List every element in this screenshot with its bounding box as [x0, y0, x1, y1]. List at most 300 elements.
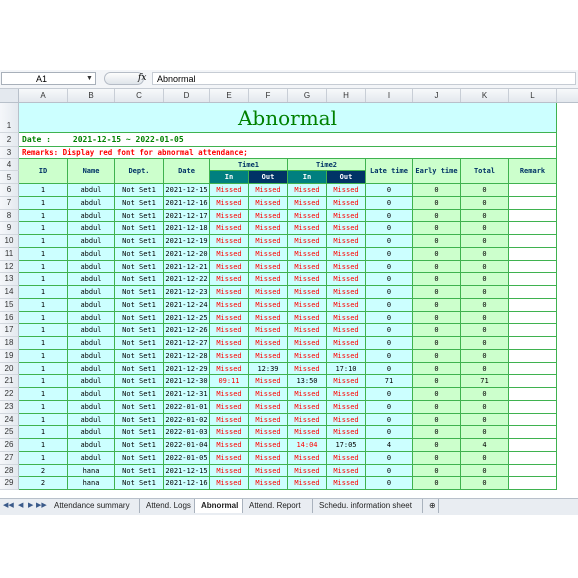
table-cell[interactable]: 2021-12-20 — [164, 248, 210, 261]
row-header[interactable]: 5 — [0, 171, 19, 184]
remark-cell[interactable] — [509, 184, 557, 197]
header-out[interactable]: Out — [327, 171, 366, 184]
table-cell[interactable]: 0 — [413, 388, 461, 401]
table-cell[interactable]: Missed — [327, 273, 366, 286]
table-cell[interactable]: Missed — [327, 197, 366, 210]
table-cell[interactable]: 0 — [413, 286, 461, 299]
table-cell[interactable]: abdul — [68, 414, 115, 427]
table-cell[interactable]: Missed — [327, 465, 366, 478]
table-cell[interactable]: 0 — [366, 477, 413, 490]
table-cell[interactable]: Not Set1 — [115, 197, 164, 210]
table-cell[interactable]: 1 — [19, 452, 68, 465]
table-cell[interactable]: Missed — [249, 465, 288, 478]
table-cell[interactable]: 0 — [413, 350, 461, 363]
table-cell[interactable]: 0 — [366, 184, 413, 197]
table-cell[interactable]: Missed — [249, 235, 288, 248]
table-cell[interactable]: 0 — [413, 222, 461, 235]
table-cell[interactable]: 0 — [366, 337, 413, 350]
prev-sheet-icon[interactable]: ◀ — [18, 502, 24, 509]
last-sheet-icon[interactable]: ▶▶ — [36, 502, 47, 509]
table-cell[interactable]: 1 — [19, 401, 68, 414]
table-cell[interactable]: Missed — [210, 222, 249, 235]
table-cell[interactable]: 2021-12-17 — [164, 210, 210, 223]
table-cell[interactable]: Missed — [249, 452, 288, 465]
table-cell[interactable]: 0 — [461, 414, 509, 427]
table-cell[interactable]: Missed — [288, 197, 327, 210]
row-header[interactable]: 14 — [0, 286, 19, 299]
table-cell[interactable]: 1 — [19, 184, 68, 197]
table-cell[interactable]: Missed — [210, 312, 249, 325]
table-cell[interactable]: 0 — [461, 324, 509, 337]
table-cell[interactable]: hana — [68, 465, 115, 478]
table-cell[interactable]: 2021-12-18 — [164, 222, 210, 235]
table-cell[interactable]: Not Set1 — [115, 324, 164, 337]
table-cell[interactable]: 1 — [19, 222, 68, 235]
table-cell[interactable]: Missed — [210, 248, 249, 261]
table-cell[interactable]: 0 — [413, 401, 461, 414]
remark-cell[interactable] — [509, 375, 557, 388]
table-cell[interactable]: 0 — [461, 337, 509, 350]
table-cell[interactable]: Missed — [327, 299, 366, 312]
table-cell[interactable]: Missed — [327, 350, 366, 363]
row-header[interactable]: 25 — [0, 426, 19, 439]
table-cell[interactable]: Missed — [210, 465, 249, 478]
column-header-l[interactable]: L — [509, 89, 557, 102]
table-cell[interactable]: 0 — [366, 324, 413, 337]
table-cell[interactable]: Not Set1 — [115, 299, 164, 312]
table-cell[interactable]: Missed — [288, 477, 327, 490]
table-cell[interactable]: Not Set1 — [115, 222, 164, 235]
table-cell[interactable]: 2021-12-16 — [164, 477, 210, 490]
table-cell[interactable]: Missed — [327, 375, 366, 388]
table-cell[interactable]: Missed — [249, 197, 288, 210]
table-cell[interactable]: Not Set1 — [115, 337, 164, 350]
table-cell[interactable]: Missed — [249, 375, 288, 388]
table-cell[interactable]: abdul — [68, 401, 115, 414]
table-cell[interactable]: 1 — [19, 210, 68, 223]
table-cell[interactable]: Not Set1 — [115, 350, 164, 363]
table-cell[interactable]: 09:11 — [210, 375, 249, 388]
table-cell[interactable]: 1 — [19, 337, 68, 350]
table-cell[interactable]: Missed — [327, 184, 366, 197]
table-cell[interactable]: Missed — [288, 210, 327, 223]
table-cell[interactable]: 0 — [413, 426, 461, 439]
column-header-e[interactable]: E — [210, 89, 249, 102]
table-cell[interactable]: Missed — [249, 324, 288, 337]
header-dept[interactable]: Dept. — [115, 159, 164, 184]
table-cell[interactable]: Not Set1 — [115, 465, 164, 478]
table-cell[interactable]: 0 — [366, 235, 413, 248]
chevron-down-icon[interactable]: ▼ — [86, 75, 93, 82]
table-cell[interactable]: abdul — [68, 439, 115, 452]
table-cell[interactable]: abdul — [68, 299, 115, 312]
remark-cell[interactable] — [509, 299, 557, 312]
table-cell[interactable]: 2021-12-31 — [164, 388, 210, 401]
row-header[interactable]: 17 — [0, 324, 19, 337]
header-total[interactable]: Total — [461, 159, 509, 184]
table-cell[interactable]: 0 — [413, 363, 461, 376]
remark-cell[interactable] — [509, 210, 557, 223]
remark-cell[interactable] — [509, 414, 557, 427]
header-name[interactable]: Name — [68, 159, 115, 184]
header-late[interactable]: Late time — [366, 159, 413, 184]
table-cell[interactable]: abdul — [68, 337, 115, 350]
row-header[interactable]: 9 — [0, 222, 19, 235]
table-cell[interactable]: 0 — [461, 286, 509, 299]
table-cell[interactable]: Missed — [249, 286, 288, 299]
table-cell[interactable]: Missed — [288, 286, 327, 299]
table-cell[interactable]: Missed — [288, 273, 327, 286]
table-cell[interactable]: 0 — [413, 414, 461, 427]
table-cell[interactable]: 1 — [19, 299, 68, 312]
row-header[interactable]: 24 — [0, 414, 19, 427]
table-cell[interactable]: 0 — [461, 248, 509, 261]
table-cell[interactable]: 0 — [461, 222, 509, 235]
table-cell[interactable]: Not Set1 — [115, 426, 164, 439]
fx-icon[interactable]: fx — [138, 73, 147, 83]
table-cell[interactable]: 0 — [413, 184, 461, 197]
table-cell[interactable]: 0 — [413, 248, 461, 261]
table-cell[interactable]: 0 — [461, 273, 509, 286]
table-cell[interactable]: 2021-12-27 — [164, 337, 210, 350]
table-cell[interactable]: 2 — [19, 465, 68, 478]
column-header-b[interactable]: B — [68, 89, 115, 102]
table-cell[interactable]: 2021-12-30 — [164, 375, 210, 388]
table-cell[interactable]: Missed — [249, 299, 288, 312]
table-cell[interactable]: Not Set1 — [115, 375, 164, 388]
table-cell[interactable]: Missed — [288, 388, 327, 401]
header-out[interactable]: Out — [249, 171, 288, 184]
sheet-tab[interactable]: Attend. Logs — [140, 499, 195, 513]
table-cell[interactable]: 1 — [19, 286, 68, 299]
table-cell[interactable]: abdul — [68, 261, 115, 274]
table-cell[interactable]: 0 — [366, 248, 413, 261]
table-cell[interactable]: Missed — [249, 350, 288, 363]
table-cell[interactable]: 0 — [366, 197, 413, 210]
table-cell[interactable]: 1 — [19, 350, 68, 363]
table-cell[interactable]: 2021-12-22 — [164, 273, 210, 286]
table-cell[interactable]: Missed — [210, 299, 249, 312]
table-cell[interactable]: Missed — [210, 477, 249, 490]
table-cell[interactable]: 13:50 — [288, 375, 327, 388]
table-cell[interactable]: 0 — [366, 426, 413, 439]
table-cell[interactable]: 0 — [461, 477, 509, 490]
table-cell[interactable]: abdul — [68, 324, 115, 337]
table-cell[interactable]: Missed — [210, 273, 249, 286]
header-early[interactable]: Early time — [413, 159, 461, 184]
remark-cell[interactable] — [509, 439, 557, 452]
column-header-j[interactable]: J — [413, 89, 461, 102]
table-cell[interactable]: Missed — [288, 235, 327, 248]
name-box[interactable]: A1 — [1, 72, 96, 85]
row-header[interactable]: 8 — [0, 210, 19, 223]
table-cell[interactable]: Missed — [249, 273, 288, 286]
column-header-i[interactable]: I — [366, 89, 413, 102]
table-cell[interactable]: 2021-12-21 — [164, 261, 210, 274]
table-cell[interactable]: abdul — [68, 248, 115, 261]
table-cell[interactable]: Missed — [327, 222, 366, 235]
table-cell[interactable]: Not Set1 — [115, 388, 164, 401]
table-cell[interactable]: Missed — [288, 184, 327, 197]
select-all-corner[interactable] — [0, 89, 19, 102]
table-cell[interactable]: Missed — [327, 337, 366, 350]
table-cell[interactable]: 0 — [413, 273, 461, 286]
table-cell[interactable]: 0 — [413, 452, 461, 465]
table-cell[interactable]: 0 — [461, 426, 509, 439]
table-cell[interactable]: 1 — [19, 363, 68, 376]
row-header[interactable]: 6 — [0, 184, 19, 197]
remark-cell[interactable] — [509, 261, 557, 274]
table-cell[interactable]: 2022-01-04 — [164, 439, 210, 452]
table-cell[interactable]: Missed — [327, 452, 366, 465]
table-cell[interactable]: Missed — [288, 312, 327, 325]
table-cell[interactable]: 4 — [366, 439, 413, 452]
table-cell[interactable]: Missed — [249, 401, 288, 414]
table-cell[interactable]: 1 — [19, 235, 68, 248]
table-cell[interactable]: 0 — [413, 197, 461, 210]
table-cell[interactable]: 2021-12-15 — [164, 184, 210, 197]
table-cell[interactable]: Not Set1 — [115, 312, 164, 325]
table-cell[interactable]: Not Set1 — [115, 363, 164, 376]
table-cell[interactable]: Missed — [327, 401, 366, 414]
table-cell[interactable]: 0 — [366, 465, 413, 478]
table-cell[interactable]: Missed — [249, 210, 288, 223]
table-cell[interactable]: Missed — [210, 210, 249, 223]
table-cell[interactable]: 0 — [366, 261, 413, 274]
table-cell[interactable]: 2021-12-15 — [164, 465, 210, 478]
table-cell[interactable]: 0 — [461, 363, 509, 376]
table-cell[interactable]: 0 — [366, 414, 413, 427]
table-cell[interactable]: Missed — [327, 426, 366, 439]
table-cell[interactable]: 2022-01-03 — [164, 426, 210, 439]
formula-input[interactable]: Abnormal — [152, 72, 576, 85]
table-cell[interactable]: 0 — [413, 465, 461, 478]
remark-cell[interactable] — [509, 401, 557, 414]
column-header-a[interactable]: A — [19, 89, 68, 102]
table-cell[interactable]: abdul — [68, 312, 115, 325]
remark-cell[interactable] — [509, 465, 557, 478]
table-cell[interactable]: 0 — [366, 299, 413, 312]
table-cell[interactable]: abdul — [68, 426, 115, 439]
remark-cell[interactable] — [509, 222, 557, 235]
header-date[interactable]: Date — [164, 159, 210, 184]
table-cell[interactable]: 0 — [461, 299, 509, 312]
row-header[interactable]: 10 — [0, 235, 19, 248]
column-header-g[interactable]: G — [288, 89, 327, 102]
table-cell[interactable]: 0 — [366, 222, 413, 235]
table-cell[interactable]: 2021-12-28 — [164, 350, 210, 363]
first-sheet-icon[interactable]: ◀◀ — [3, 502, 14, 509]
table-cell[interactable]: 2021-12-24 — [164, 299, 210, 312]
row-header[interactable]: 23 — [0, 401, 19, 414]
row-header[interactable]: 26 — [0, 439, 19, 452]
table-cell[interactable]: Missed — [249, 222, 288, 235]
table-cell[interactable]: Missed — [249, 426, 288, 439]
table-cell[interactable]: 1 — [19, 414, 68, 427]
remark-cell[interactable] — [509, 388, 557, 401]
row-header[interactable]: 18 — [0, 337, 19, 350]
remark-cell[interactable] — [509, 477, 557, 490]
table-cell[interactable]: Missed — [210, 261, 249, 274]
table-cell[interactable]: Missed — [210, 337, 249, 350]
table-cell[interactable]: 4 — [461, 439, 509, 452]
table-cell[interactable]: 1 — [19, 197, 68, 210]
table-cell[interactable]: Missed — [288, 426, 327, 439]
row-header[interactable]: 19 — [0, 350, 19, 363]
table-cell[interactable]: Not Set1 — [115, 261, 164, 274]
table-cell[interactable]: Missed — [327, 477, 366, 490]
table-cell[interactable]: Missed — [288, 452, 327, 465]
table-cell[interactable]: 0 — [461, 261, 509, 274]
table-cell[interactable]: Missed — [249, 312, 288, 325]
table-cell[interactable]: 0 — [461, 235, 509, 248]
table-cell[interactable]: 71 — [461, 375, 509, 388]
table-cell[interactable]: 0 — [461, 465, 509, 478]
table-cell[interactable]: 2022-01-01 — [164, 401, 210, 414]
remark-cell[interactable] — [509, 286, 557, 299]
remark-cell[interactable] — [509, 324, 557, 337]
header-in[interactable]: In — [288, 171, 327, 184]
table-cell[interactable]: Missed — [210, 439, 249, 452]
table-cell[interactable]: 2021-12-25 — [164, 312, 210, 325]
table-cell[interactable]: Missed — [210, 350, 249, 363]
table-cell[interactable]: 0 — [461, 197, 509, 210]
table-cell[interactable]: 0 — [366, 210, 413, 223]
row-header[interactable]: 21 — [0, 375, 19, 388]
row-header[interactable]: 4 — [0, 159, 19, 171]
row-header[interactable]: 12 — [0, 261, 19, 274]
table-cell[interactable]: Missed — [288, 363, 327, 376]
remark-cell[interactable] — [509, 273, 557, 286]
table-cell[interactable]: Not Set1 — [115, 210, 164, 223]
column-header-d[interactable]: D — [164, 89, 210, 102]
table-cell[interactable]: Missed — [327, 388, 366, 401]
table-cell[interactable]: 2021-12-19 — [164, 235, 210, 248]
table-cell[interactable]: 1 — [19, 439, 68, 452]
next-sheet-icon[interactable]: ▶ — [28, 502, 34, 509]
table-cell[interactable]: 0 — [461, 388, 509, 401]
table-cell[interactable]: Missed — [210, 426, 249, 439]
table-cell[interactable]: Missed — [327, 286, 366, 299]
table-cell[interactable]: 2021-12-16 — [164, 197, 210, 210]
table-cell[interactable]: 2021-12-23 — [164, 286, 210, 299]
table-cell[interactable]: 0 — [366, 273, 413, 286]
row-header[interactable]: 28 — [0, 465, 19, 478]
sheet-tab[interactable]: Attend. Report — [243, 499, 313, 513]
table-cell[interactable]: 0 — [413, 312, 461, 325]
table-cell[interactable]: Missed — [288, 248, 327, 261]
row-header[interactable]: 27 — [0, 452, 19, 465]
table-cell[interactable]: 0 — [413, 375, 461, 388]
table-cell[interactable]: abdul — [68, 375, 115, 388]
row-header[interactable]: 22 — [0, 388, 19, 401]
table-cell[interactable]: abdul — [68, 286, 115, 299]
table-cell[interactable]: 2022-01-05 — [164, 452, 210, 465]
table-cell[interactable]: Missed — [327, 235, 366, 248]
table-cell[interactable]: Missed — [210, 363, 249, 376]
table-cell[interactable]: 0 — [413, 477, 461, 490]
table-cell[interactable]: Missed — [288, 222, 327, 235]
table-cell[interactable]: 17:10 — [327, 363, 366, 376]
table-cell[interactable]: Missed — [288, 401, 327, 414]
table-cell[interactable]: Missed — [288, 299, 327, 312]
table-cell[interactable]: Not Set1 — [115, 184, 164, 197]
table-cell[interactable]: Missed — [288, 337, 327, 350]
table-cell[interactable]: Missed — [249, 414, 288, 427]
table-cell[interactable]: abdul — [68, 363, 115, 376]
sheet-tab[interactable]: Attendance summary — [48, 499, 140, 513]
remark-cell[interactable] — [509, 312, 557, 325]
table-cell[interactable]: Missed — [210, 388, 249, 401]
row-header[interactable]: 16 — [0, 312, 19, 325]
table-cell[interactable]: abdul — [68, 222, 115, 235]
sheet-tab[interactable]: Schedu. information sheet — [313, 499, 423, 513]
table-cell[interactable]: 1 — [19, 312, 68, 325]
table-cell[interactable]: 0 — [461, 210, 509, 223]
row-header[interactable]: 2 — [0, 133, 19, 147]
table-cell[interactable]: 0 — [413, 235, 461, 248]
table-cell[interactable]: 71 — [366, 375, 413, 388]
table-cell[interactable]: 1 — [19, 426, 68, 439]
remark-cell[interactable] — [509, 350, 557, 363]
sheet-title[interactable]: Abnormal — [19, 103, 557, 133]
table-cell[interactable]: 1 — [19, 273, 68, 286]
table-cell[interactable]: abdul — [68, 388, 115, 401]
table-cell[interactable]: abdul — [68, 210, 115, 223]
remark-cell[interactable] — [509, 363, 557, 376]
table-cell[interactable]: Missed — [210, 235, 249, 248]
column-header-h[interactable]: H — [327, 89, 366, 102]
table-cell[interactable]: abdul — [68, 197, 115, 210]
table-cell[interactable]: hana — [68, 477, 115, 490]
sheet-tab[interactable]: Abnormal — [195, 499, 243, 513]
row-header[interactable]: 20 — [0, 363, 19, 376]
table-cell[interactable]: Missed — [288, 350, 327, 363]
table-cell[interactable]: Missed — [249, 388, 288, 401]
table-cell[interactable]: Not Set1 — [115, 273, 164, 286]
row-header[interactable]: 13 — [0, 273, 19, 286]
header-time2[interactable]: Time2 — [288, 159, 366, 171]
table-cell[interactable]: Missed — [210, 414, 249, 427]
table-cell[interactable]: Not Set1 — [115, 439, 164, 452]
row-header[interactable]: 1 — [0, 103, 19, 133]
date-range-row[interactable] — [19, 133, 557, 147]
table-cell[interactable]: 2 — [19, 477, 68, 490]
table-cell[interactable]: 2022-01-02 — [164, 414, 210, 427]
table-cell[interactable]: 0 — [461, 184, 509, 197]
header-in[interactable]: In — [210, 171, 249, 184]
column-header-k[interactable]: K — [461, 89, 509, 102]
table-cell[interactable]: Not Set1 — [115, 286, 164, 299]
table-cell[interactable]: Not Set1 — [115, 401, 164, 414]
table-cell[interactable]: 1 — [19, 375, 68, 388]
table-cell[interactable]: Missed — [288, 465, 327, 478]
table-cell[interactable]: Missed — [327, 414, 366, 427]
table-cell[interactable]: Not Set1 — [115, 248, 164, 261]
table-cell[interactable]: abdul — [68, 184, 115, 197]
table-cell[interactable]: Missed — [210, 324, 249, 337]
remark-cell[interactable] — [509, 197, 557, 210]
column-header-f[interactable]: F — [249, 89, 288, 102]
table-cell[interactable]: Missed — [249, 184, 288, 197]
row-header[interactable]: 3 — [0, 147, 19, 159]
table-cell[interactable]: 0 — [366, 350, 413, 363]
table-cell[interactable]: 0 — [461, 350, 509, 363]
table-cell[interactable]: 0 — [366, 312, 413, 325]
table-cell[interactable]: abdul — [68, 273, 115, 286]
table-cell[interactable]: 0 — [366, 401, 413, 414]
table-cell[interactable]: 0 — [366, 388, 413, 401]
